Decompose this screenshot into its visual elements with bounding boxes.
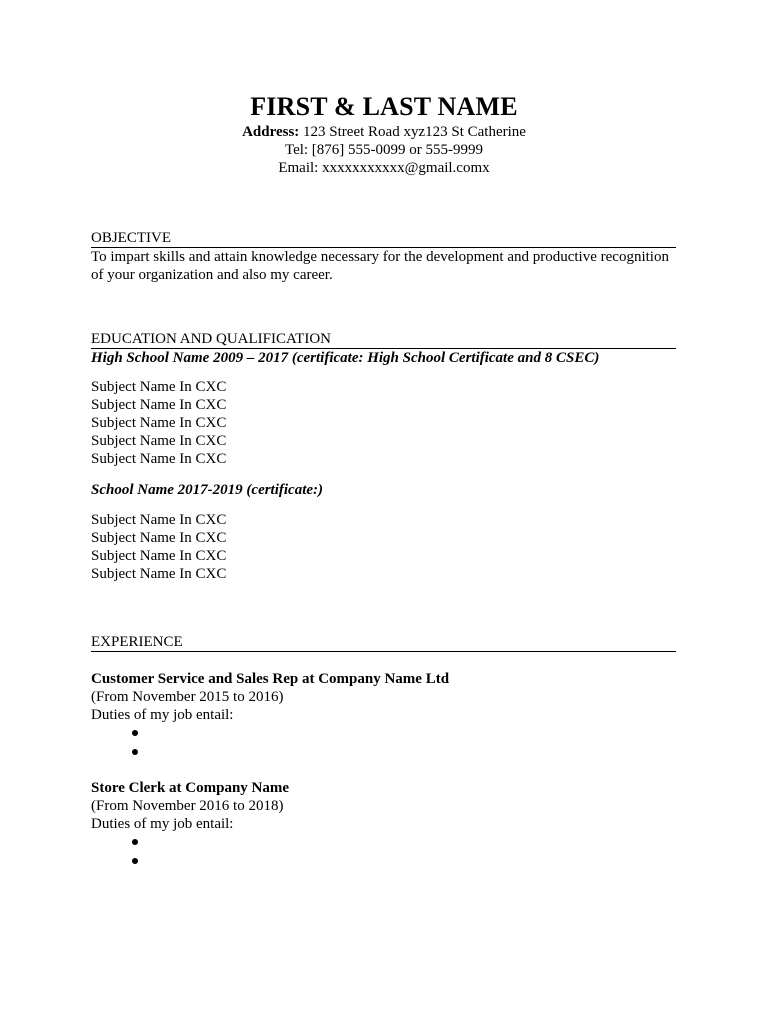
school-title: School Name 2017-2019 (certificate:) xyxy=(91,482,324,498)
subject-item: Subject Name In CXC xyxy=(91,397,227,413)
address-label: Address: xyxy=(242,124,300,140)
job-duties-label: Duties of my job entail: xyxy=(91,707,234,723)
objective-text: To impart skills and attain knowledge necessary for the development and productive recognition of your organization and also my career. xyxy=(91,249,669,283)
subject-item: Subject Name In CXC xyxy=(91,566,227,582)
subject-item: Subject Name In CXC xyxy=(91,433,227,449)
education-heading xyxy=(91,330,676,349)
school-title: High School Name 2009 – 2017 (certificate: High School Certificate and 8 CSEC) xyxy=(91,350,600,366)
job-period: (From November 2015 to 2016) xyxy=(91,689,284,705)
resume-name: FIRST & LAST NAME xyxy=(250,92,518,121)
subject-item: Subject Name In CXC xyxy=(91,379,227,395)
bullet-icon xyxy=(132,730,138,736)
phone-line: Tel: [876] 555-0099 or 555-9999 xyxy=(284,142,484,158)
job-title: Store Clerk at Company Name xyxy=(91,780,290,796)
bullet-icon xyxy=(132,858,138,864)
bullet-icon xyxy=(132,839,138,845)
subject-item: Subject Name In CXC xyxy=(91,512,227,528)
email-line: Email: xxxxxxxxxxx@gmail.comx xyxy=(278,160,490,176)
address-line xyxy=(0,123,768,141)
subject-item: Subject Name In CXC xyxy=(91,530,227,546)
objective-heading xyxy=(91,229,676,248)
subject-item: Subject Name In CXC xyxy=(91,451,227,467)
subject-item: Subject Name In CXC xyxy=(91,415,227,431)
experience-heading-label: EXPERIENCE xyxy=(91,634,183,650)
job-duties-label: Duties of my job entail: xyxy=(91,816,234,832)
experience-heading xyxy=(91,633,676,652)
job-period: (From November 2016 to 2018) xyxy=(91,798,284,814)
address-value: 123 Street Road xyz123 St Catherine xyxy=(299,124,526,140)
objective-heading-label: OBJECTIVE xyxy=(91,230,171,246)
job-title: Customer Service and Sales Rep at Company Name Ltd xyxy=(91,671,450,687)
bullet-icon xyxy=(132,749,138,755)
education-heading-label: EDUCATION AND QUALIFICATION xyxy=(91,331,331,347)
subject-item: Subject Name In CXC xyxy=(91,548,227,564)
